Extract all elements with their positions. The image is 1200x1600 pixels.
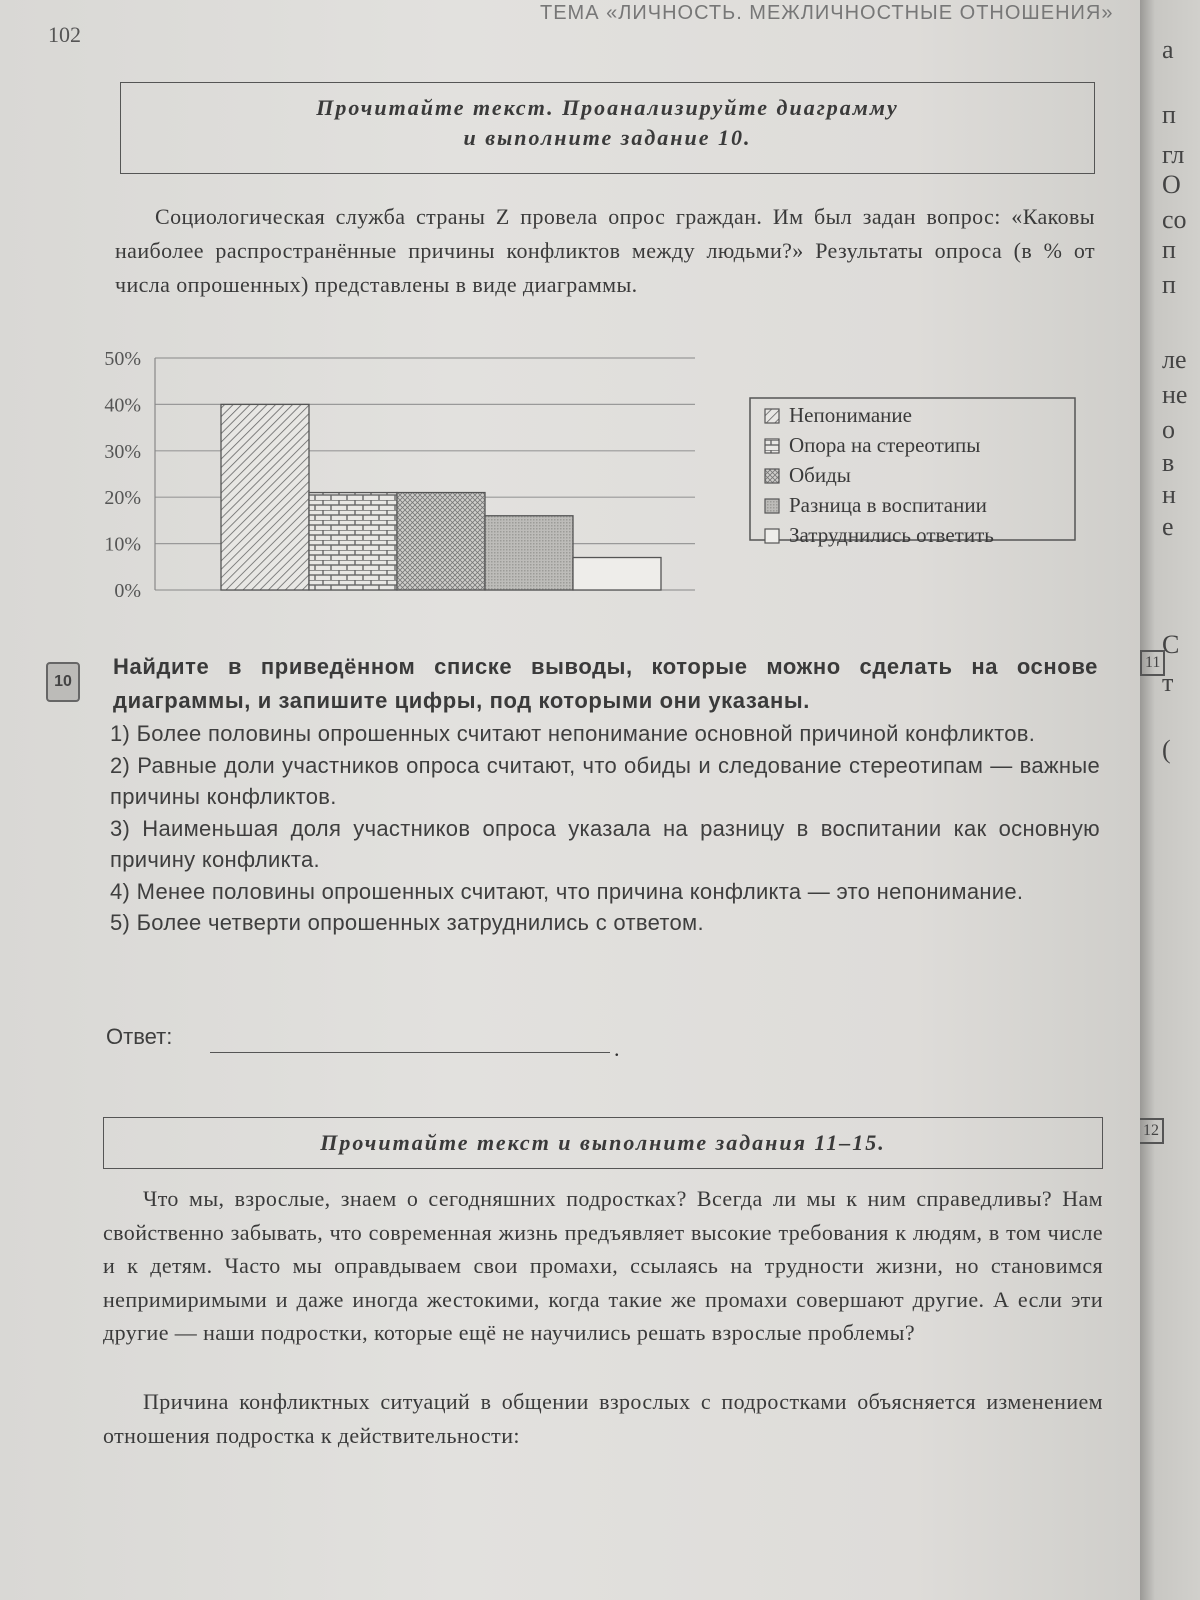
margin-letter: в — [1162, 448, 1175, 477]
task-number-badge: 10 — [46, 662, 80, 702]
intro-paragraph: Социологическая служба страны Z провела опрос граждан. Им был задан вопрос: «Каковы наиболее распространённые причины конфликтов между людьми?» Результаты опроса (в % от числа опрошенных) представлены в виде диаграммы. — [115, 204, 1095, 297]
margin-letter: п — [1162, 235, 1176, 264]
legend-label: Опора на стереотипы — [789, 433, 981, 457]
margin-letter: С — [1162, 630, 1180, 659]
legend-label: Непонимание — [789, 403, 912, 427]
instruction-box-1 — [120, 82, 1095, 174]
margin-letter: а — [1162, 35, 1174, 64]
adjacent-page-edge — [1140, 0, 1200, 1600]
instruction-line-1: Прочитайте текст. Проанализируйте диаграмму — [316, 95, 899, 120]
story-paragraph-2: Причина конфликтных ситуаций в общении взрослых с подростками объясняется изменением отношения подростка к действительности: — [103, 1389, 1103, 1448]
story-paragraph-1: Что мы, взрослые, знаем о сегодняшних подростках? Всегда ли мы к ним справедливы? Нам свойственно забывать, что современная жизнь предъявляет высокие требования к людям, в том числе и к детям. Часто мы оправдываем свои промахи, ссылаясь на трудности жизни, но становимся непримиримыми и даже иногда жестокими, когда такие же промахи совершают другие. А если эти другие — наши подростки, которые ещё не научились решать взрослые проблемы? — [103, 1186, 1103, 1345]
margin-letter: ле — [1162, 345, 1187, 374]
bar-1 — [221, 404, 309, 590]
page-number: 102 — [48, 22, 81, 47]
y-tick-label: 40% — [104, 394, 141, 417]
bar-4 — [485, 516, 573, 590]
option-2: 2) Равные доли участников опроса считают, что обиды и следование стереотипам — важные причины конфликтов. — [110, 752, 1100, 809]
bar-chart — [95, 330, 1095, 610]
y-tick-label: 30% — [104, 440, 141, 463]
y-tick-label: 20% — [104, 487, 141, 510]
y-tick-label: 50% — [104, 348, 141, 370]
chart-y-axis — [104, 348, 141, 602]
legend-swatch — [765, 409, 779, 423]
margin-letter: н — [1162, 480, 1176, 509]
bar-3 — [397, 493, 485, 590]
legend-swatch — [765, 439, 779, 453]
bar-2 — [309, 493, 397, 590]
task-badge-12: 12 — [1140, 1118, 1164, 1144]
option-5: 5) Более четверти опрошенных затруднились с ответом. — [110, 910, 704, 935]
task-prompt: Найдите в приведённом списке выводы, которые можно сделать на основе диаграммы, и запишите цифры, под которыми они указаны. — [113, 654, 1098, 713]
answer-label: Ответ: — [106, 1024, 173, 1049]
margin-letter: п — [1162, 100, 1176, 129]
margin-letter: ( — [1162, 735, 1171, 764]
answer-options — [110, 718, 1100, 939]
task-badge-11: 11 — [1140, 650, 1165, 676]
margin-letter: гл — [1162, 140, 1185, 169]
margin-letter: со — [1162, 205, 1187, 234]
running-header: ТЕМА «ЛИЧНОСТЬ. МЕЖЛИЧНОСТНЫЕ ОТНОШЕНИЯ» — [540, 2, 1114, 24]
y-tick-label: 10% — [104, 533, 141, 556]
instruction-box-2: Прочитайте текст и выполните задания 11–15. — [103, 1117, 1103, 1169]
margin-letter: т — [1162, 668, 1174, 697]
option-1: 1) Более половины опрошенных считают непонимание основной причиной конфликтов. — [110, 721, 1036, 746]
option-4: 4) Менее половины опрошенных считают, что причина конфликта — это непонимание. — [110, 878, 1024, 904]
legend-label: Разница в воспитании — [789, 493, 987, 517]
margin-letter: п — [1162, 270, 1176, 299]
margin-letter: не — [1162, 380, 1188, 409]
legend-label: Обиды — [789, 463, 851, 487]
legend-swatch — [765, 499, 779, 513]
y-tick-label: 0% — [114, 580, 141, 602]
instruction-line-2: и выполните задание 10. — [463, 125, 752, 150]
margin-letter: о — [1162, 415, 1175, 444]
legend-swatch — [765, 469, 779, 483]
margin-letter: О — [1162, 170, 1181, 199]
chart-legend — [750, 398, 1075, 547]
bar-5 — [573, 558, 661, 590]
answer-input-line[interactable] — [210, 1052, 610, 1053]
option-3: 3) Наименьшая доля участников опроса указала на разницу в воспитании как основную причину конфликта. — [110, 815, 1100, 872]
margin-letter: е — [1162, 512, 1174, 541]
legend-label: Затруднились ответить — [789, 523, 994, 547]
legend-swatch — [765, 529, 779, 543]
answer-period: . — [614, 1036, 620, 1061]
